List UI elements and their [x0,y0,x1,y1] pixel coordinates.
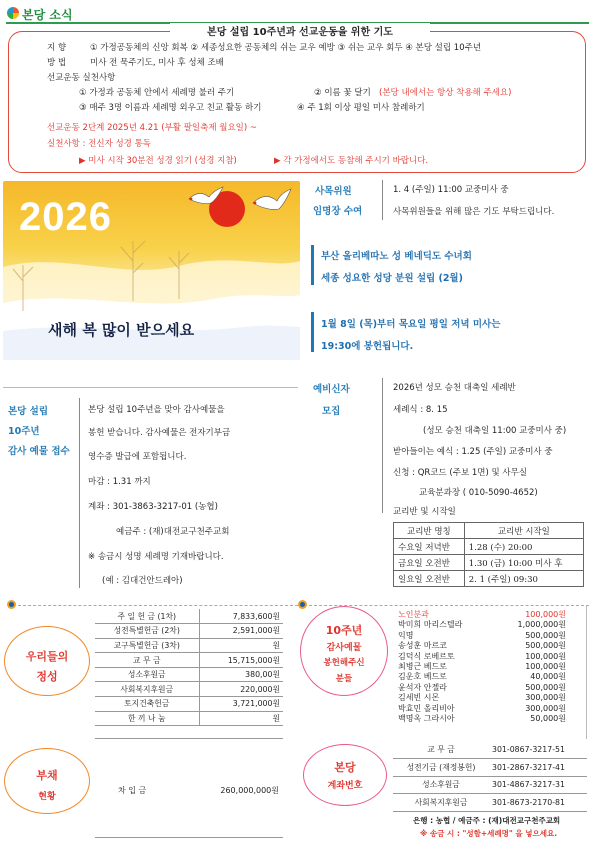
gift-label-1: 본당 설립 [8,406,49,417]
note-bible-reading: ▶ 미사 시작 30분전 성경 읽기 (성경 지참) [79,156,237,166]
practice-item-2-note: (본당 내에서는 항상 착용해 주세요) [379,88,512,98]
pin-icon [7,600,16,609]
table-row: 한 끼 나 눔 원 [95,711,283,726]
donors-table [396,610,568,724]
debt-label-2: 현황 [38,792,56,802]
gift-label-2: 10주년 [8,426,40,437]
card-greeting: 새해 복 많이 받으세요 [48,321,195,339]
table-row: 토지건축헌금 3,721,000원 [95,697,283,712]
new-year-card [3,181,300,360]
debt-item-value: 260,000,000원 [220,786,279,795]
gift-example: (예 : 김대건안드레아) [102,576,183,586]
pin-icon [298,600,307,609]
donors-label-4: 분들 [335,674,353,684]
goal-label: 지 향 [47,43,67,53]
gift-remit-note: ※ 송금시 성명 세례명 기재바랍니다. [88,552,224,562]
table-row: 수요일 저녁반 1.28 (수) 20:00 [394,539,584,555]
accounts-label-2: 계좌번호 [327,781,363,791]
remit-note: ※ 송금 시 : "성함+세례명" 을 넣으세요. [420,829,558,838]
practice-item-2: ② 이름 꽃 달기 [314,88,371,98]
note-family: ▶ 각 가정에서도 동참해 주시기 바랍니다. [274,156,429,166]
table-row: 윤석자 안젤라 500,000원 [398,682,566,692]
practice-line: 실천사항 : 전신자 성경 통독 [47,139,151,149]
offering-label-1: 우리들의 [25,650,69,663]
practice-title: 선교운동 실천사항 [47,73,116,83]
table-row: 사회복지후원금 220,000원 [95,682,283,697]
table-row: 일요일 오전반 2. 1 (주일) 09:30 [394,571,584,587]
prayer-title: 본당 설립 10주년과 선교운동을 위한 기도 [207,27,393,38]
catechumen-baptism: 세례식 : 8. 15 [393,405,448,415]
donors-label-2: 감사예물 [326,643,362,653]
cranes-illustration [183,181,293,229]
table-row: 송성훈 마르코 500,000원 [398,641,566,651]
evening-mass-line-1: 1월 8일 (목)부터 목요일 평일 저녁 미사는 [321,319,501,330]
debt-item-label: 차 입 금 [118,786,147,795]
catechumen-line-1: 2026년 성모 승천 대축일 세례반 [393,383,516,393]
table-row: 김운호 베드로 40,000원 [398,672,566,682]
gift-line-1: 본당 설립 10주년을 맞아 감사예물을 [88,405,225,415]
accounts-oval [303,744,387,806]
appointment-line-1: 1. 4 (주일) 11:00 교중미사 중 [393,185,509,195]
card-year: 2026 [19,195,112,239]
table-row: 성소후원금 301-4867-3217-31 [393,776,587,794]
branch-line-1: 부산 올리베따노 성 베네딕도 수녀회 [321,251,472,262]
gift-divider [79,398,80,588]
class-schedule-table [393,522,584,587]
gift-top-rule [3,387,298,388]
catechumen-class-title: 교리반 및 시작일 [393,507,456,517]
accounts-label-1: 본당 [334,761,356,774]
table-row: 교 무 금 15,715,000원 [95,653,283,668]
table-row: 교구특별헌금 (3차) 원 [95,638,283,653]
table-row: 금요일 오전반 1.30 (금) 10:00 미사 후 [394,555,584,571]
donors-label-3: 봉헌해주신 [323,658,365,668]
table-row: 백명옥 그라시아 50,000원 [398,714,566,724]
debt-label-1: 부채 [36,769,58,782]
gift-line-2: 봉헌 받습니다. 감사예물은 전자기부금 [88,428,231,438]
appointment-label-2: 임명장 수여 [313,206,363,217]
table-row: 익명 500,000원 [398,630,566,640]
bank-line: 은행 : 농협 / 예금주 : (재)대전교구천주교회 [413,816,561,825]
table-row: 성전기금 (재정봉헌) 301-2867-3217-41 [393,759,587,777]
table-row: 교 무 금 301-0867-3217-51 [393,741,587,759]
gift-line-3: 영수증 발급에 포함됩니다. [88,452,187,462]
catechumen-label-1: 예비신자 [313,384,350,395]
table-row: 김덕식 로베르토 100,000원 [398,651,566,661]
offering-table [95,609,283,726]
branch-line-2: 세종 성요한 성당 분원 설립 (2월) [321,273,463,284]
mass-accent-bar [311,312,314,352]
method-text: 미사 전 묵주기도, 미사 후 성체 조배 [90,58,224,68]
table-header: 교리반 명칭 [394,523,465,539]
table-row: 박미희 마리스텔라 1,000,000원 [398,620,566,630]
branch-accent-bar [311,245,314,285]
table-row: 성소후원금 380,00원 [95,667,283,682]
donors-label-1: 10주년 [325,624,363,637]
catechumen-apply: 신청 : QR코드 (주보 1면) 및 사무실 [393,468,528,478]
practice-item-4: ④ 주 1회 이상 평일 미사 참례하기 [297,103,425,113]
pinwheel-icon [7,7,19,19]
table-row: 김세빈 시몬 300,000원 [398,693,566,703]
table-row: 박효민 올리비아 300,000원 [398,703,566,713]
table-row: 주 일 헌 금 (1차) 7,833,600원 [95,609,283,624]
table-row: 최병근 베드로 100,000원 [398,662,566,672]
dashed-rule-left [18,605,298,606]
gift-account: 계좌 : 301-3863-3217-01 (농협) [88,502,218,512]
accounts-table [393,741,587,812]
goal-text: ① 가정공동체의 신앙 회복 ② 세종성요한 공동체의 쉬는 교우 예방 ③ 쉬는 교우 회두 ④ 본당 설립 10주년 [90,43,482,53]
section-title: 본당 소식 [22,8,73,22]
evening-mass-line-2: 19:30에 봉헌됩니다. [321,341,414,352]
mission-stage-2: 선교운동 2단계 2025년 4.21 (부활 팔일축제 월요일) ~ [47,123,258,133]
gift-deadline: 마감 : 1.31 까지 [88,477,151,487]
appointment-divider [382,180,383,220]
gift-account-holder: 예금주 : (재)대전교구천주교회 [116,527,230,537]
table-row: 성전특별헌금 (2차) 2,591,000원 [95,624,283,639]
catechumen-rite: 받아들이는 예식 : 1.25 (주일) 교중미사 중 [393,447,553,457]
table-row: 사회복지후원금 301-8673-2170-81 [393,794,587,812]
catechumen-label-2: 모집 [322,406,341,417]
catechumen-contact: 교육분과장 ( 010-5090-4652) [419,488,538,498]
appointment-line-2: 사목위원들을 위해 많은 기도 부탁드립니다. [393,207,555,217]
practice-item-1: ① 가정과 공동체 안에서 세례명 불러 주기 [79,88,235,98]
method-label: 방 법 [47,58,67,68]
table-header: 교리반 시작일 [464,523,583,539]
practice-item-3: ③ 매주 3명 이름과 세례명 외우고 친교 활동 하기 [79,103,262,113]
table-row: 노인분과 100,000원 [398,610,566,619]
offering-label-2: 정성 [36,670,58,683]
appointment-label-1: 사목위원 [315,186,352,197]
catechumen-divider [382,378,383,513]
catechumen-baptism-note: (성모 승천 대축일 11:00 교중미사 중) [423,426,567,436]
gift-label-3: 감사 예물 접수 [8,446,70,457]
